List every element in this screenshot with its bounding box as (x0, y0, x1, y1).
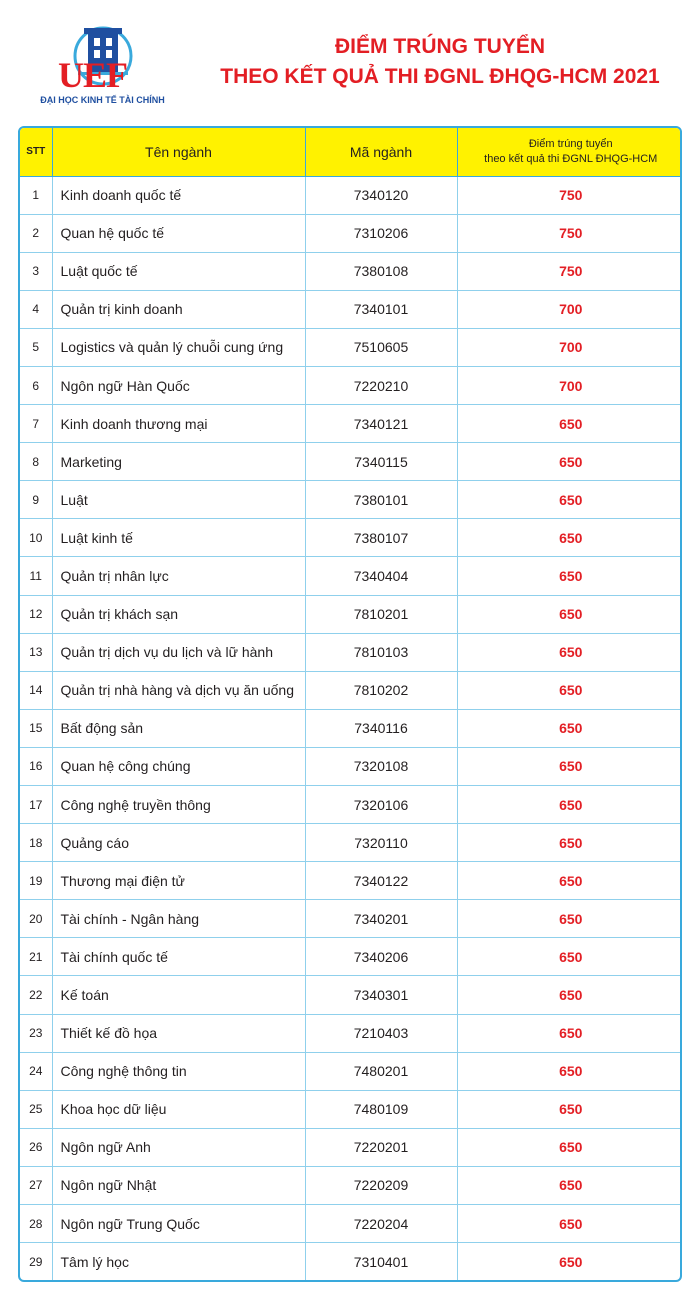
table-row (20, 938, 682, 976)
row-major-name: Ngôn ngữ Nhật (52, 1166, 305, 1204)
table-row (20, 862, 682, 900)
table-row (20, 366, 682, 404)
row-score: 750 (457, 252, 682, 290)
row-stt: 24 (20, 1052, 52, 1090)
row-major-code: 7310206 (305, 214, 457, 252)
row-score: 650 (457, 671, 682, 709)
header-stt: STT (20, 128, 52, 176)
row-score: 650 (457, 1052, 682, 1090)
row-major-code: 7340301 (305, 976, 457, 1014)
logo-name: UEF (58, 55, 127, 95)
row-score: 650 (457, 1166, 682, 1204)
row-major-name: Kế toán (52, 976, 305, 1014)
header-score-line-2: theo kết quả thi ĐGNL ĐHQG-HCM (484, 152, 658, 165)
row-score: 650 (457, 481, 682, 519)
title-line-1: ĐIỂM TRÚNG TUYỂN (335, 35, 545, 58)
row-stt: 17 (20, 786, 52, 824)
row-stt: 22 (20, 976, 52, 1014)
table-row (20, 1014, 682, 1052)
row-major-code: 7340120 (305, 176, 457, 214)
scores-table (20, 128, 682, 1280)
row-major-name: Bất động sản (52, 709, 305, 747)
table-row (20, 328, 682, 366)
row-score: 650 (457, 862, 682, 900)
row-major-name: Luật quốc tế (52, 252, 305, 290)
row-major-code: 7340116 (305, 709, 457, 747)
table-row (20, 671, 682, 709)
table-row (20, 214, 682, 252)
row-stt: 29 (20, 1243, 52, 1280)
row-stt: 26 (20, 1128, 52, 1166)
table-row (20, 633, 682, 671)
row-score: 650 (457, 1014, 682, 1052)
row-major-name: Quản trị dịch vụ du lịch và lữ hành (52, 633, 305, 671)
row-major-name: Tài chính quốc tế (52, 938, 305, 976)
row-major-code: 7380108 (305, 252, 457, 290)
row-score: 650 (457, 1128, 682, 1166)
row-major-name: Ngôn ngữ Trung Quốc (52, 1205, 305, 1243)
row-score: 650 (457, 519, 682, 557)
row-major-name: Luật (52, 481, 305, 519)
row-stt: 19 (20, 862, 52, 900)
row-major-code: 7340101 (305, 290, 457, 328)
row-stt: 16 (20, 747, 52, 785)
row-major-code: 7480109 (305, 1090, 457, 1128)
table-row (20, 176, 682, 214)
row-score: 750 (457, 214, 682, 252)
row-major-name: Quản trị nhân lực (52, 557, 305, 595)
row-major-code: 7480201 (305, 1052, 457, 1090)
row-major-name: Ngôn ngữ Anh (52, 1128, 305, 1166)
table-row (20, 595, 682, 633)
header-name: Tên ngành (52, 128, 305, 176)
row-major-code: 7320110 (305, 824, 457, 862)
row-score: 650 (457, 1205, 682, 1243)
row-score: 650 (457, 557, 682, 595)
row-major-name: Kinh doanh quốc tế (52, 176, 305, 214)
table-row (20, 824, 682, 862)
table-row (20, 1128, 682, 1166)
row-major-name: Thiết kế đồ họa (52, 1014, 305, 1052)
row-major-code: 7340115 (305, 443, 457, 481)
table-header-row (20, 128, 682, 176)
row-score: 750 (457, 176, 682, 214)
table-row (20, 900, 682, 938)
row-score: 650 (457, 900, 682, 938)
row-stt: 14 (20, 671, 52, 709)
row-score: 650 (457, 633, 682, 671)
table-row (20, 1166, 682, 1204)
row-stt: 28 (20, 1205, 52, 1243)
table-row (20, 252, 682, 290)
row-stt: 13 (20, 633, 52, 671)
row-stt: 5 (20, 328, 52, 366)
row-major-code: 7340404 (305, 557, 457, 595)
row-major-name: Thương mại điện tử (52, 862, 305, 900)
table-row (20, 519, 682, 557)
row-score: 650 (457, 824, 682, 862)
table-row (20, 1243, 682, 1280)
row-major-name: Tâm lý học (52, 1243, 305, 1280)
header-score (457, 128, 682, 176)
row-stt: 9 (20, 481, 52, 519)
scores-table-container (18, 126, 682, 1282)
row-stt: 8 (20, 443, 52, 481)
row-score: 650 (457, 595, 682, 633)
row-major-code: 7210403 (305, 1014, 457, 1052)
row-score: 650 (559, 1253, 583, 1270)
row-score: 650 (457, 976, 682, 1014)
row-score: 650 (457, 938, 682, 976)
row-stt: 2 (20, 214, 52, 252)
table-row (20, 443, 682, 481)
row-stt: 18 (20, 824, 52, 862)
row-major-code: 7340122 (305, 862, 457, 900)
table-row (20, 481, 682, 519)
row-major-code: 7340201 (305, 900, 457, 938)
row-score: 650 (457, 786, 682, 824)
row-stt: 12 (20, 595, 52, 633)
row-major-name: Quản trị khách sạn (52, 595, 305, 633)
row-major-code: 7380101 (305, 481, 457, 519)
row-stt: 20 (20, 900, 52, 938)
row-major-name: Ngôn ngữ Hàn Quốc (52, 366, 305, 404)
table-row (20, 1052, 682, 1090)
row-score: 700 (457, 328, 682, 366)
row-score: 650 (457, 709, 682, 747)
row-major-code: 7220209 (305, 1166, 457, 1204)
row-stt: 4 (20, 290, 52, 328)
page-header (0, 0, 700, 120)
row-major-code: 7320106 (305, 786, 457, 824)
table-row (20, 786, 682, 824)
header-code: Mã ngành (305, 128, 457, 176)
table-row (20, 557, 682, 595)
row-major-name: Quảng cáo (52, 824, 305, 862)
row-stt: 7 (20, 405, 52, 443)
title-line-2: THEO KẾT QUẢ THI ĐGNL ĐHQG-HCM 2021 (220, 65, 660, 88)
table-row (20, 1090, 682, 1128)
row-major-name: Công nghệ thông tin (52, 1052, 305, 1090)
row-major-code: 7340121 (305, 405, 457, 443)
row-stt: 15 (20, 709, 52, 747)
row-stt: 21 (20, 938, 52, 976)
row-major-name: Marketing (52, 443, 305, 481)
row-major-name: Luật kinh tế (52, 519, 305, 557)
row-stt: 3 (20, 252, 52, 290)
row-major-code: 7310401 (305, 1243, 457, 1280)
logo-subtitle: ĐẠI HỌC KINH TẾ TÀI CHÍNH (40, 95, 165, 105)
row-major-code: 7510605 (305, 328, 457, 366)
row-score: 700 (457, 366, 682, 404)
row-major-code: 7220201 (305, 1128, 457, 1166)
row-stt: 25 (20, 1090, 52, 1128)
row-major-code: 7380107 (305, 519, 457, 557)
row-major-name: Quản trị nhà hàng và dịch vụ ăn uống (52, 671, 305, 709)
row-score: 700 (457, 290, 682, 328)
row-major-name: Quan hệ quốc tế (52, 214, 305, 252)
row-score: 650 (457, 747, 682, 785)
table-row (20, 290, 682, 328)
row-score: 650 (457, 405, 682, 443)
row-major-name: Quản trị kinh doanh (52, 290, 305, 328)
table-row (20, 976, 682, 1014)
row-major-code: 7220204 (305, 1205, 457, 1243)
row-major-code: 7810201 (305, 595, 457, 633)
row-major-code: 7810202 (305, 671, 457, 709)
row-stt: 6 (20, 366, 52, 404)
row-stt: 23 (20, 1014, 52, 1052)
row-major-name: Tài chính - Ngân hàng (52, 900, 305, 938)
row-major-name: Quan hệ công chúng (52, 747, 305, 785)
row-stt: 27 (20, 1166, 52, 1204)
table-row (20, 1205, 682, 1243)
table-row (20, 747, 682, 785)
row-major-name: Công nghệ truyền thông (52, 786, 305, 824)
row-stt: 10 (20, 519, 52, 557)
row-stt: 1 (20, 176, 52, 214)
row-major-code: 7340206 (305, 938, 457, 976)
header-score-line-1: Điểm trúng tuyển (528, 137, 613, 150)
row-score: 650 (457, 1090, 682, 1128)
row-major-code: 7220210 (305, 366, 457, 404)
row-major-name: Kinh doanh thương mại (52, 405, 305, 443)
row-stt: 11 (20, 557, 52, 595)
row-score: 650 (457, 443, 682, 481)
row-major-code: 7810103 (305, 633, 457, 671)
page-title (190, 32, 690, 92)
table-row (20, 709, 682, 747)
row-major-name: Logistics và quản lý chuỗi cung ứng (52, 328, 305, 366)
table-row (20, 405, 682, 443)
row-major-name: Khoa học dữ liệu (52, 1090, 305, 1128)
row-major-code: 7320108 (305, 747, 457, 785)
table-body (20, 176, 682, 1280)
